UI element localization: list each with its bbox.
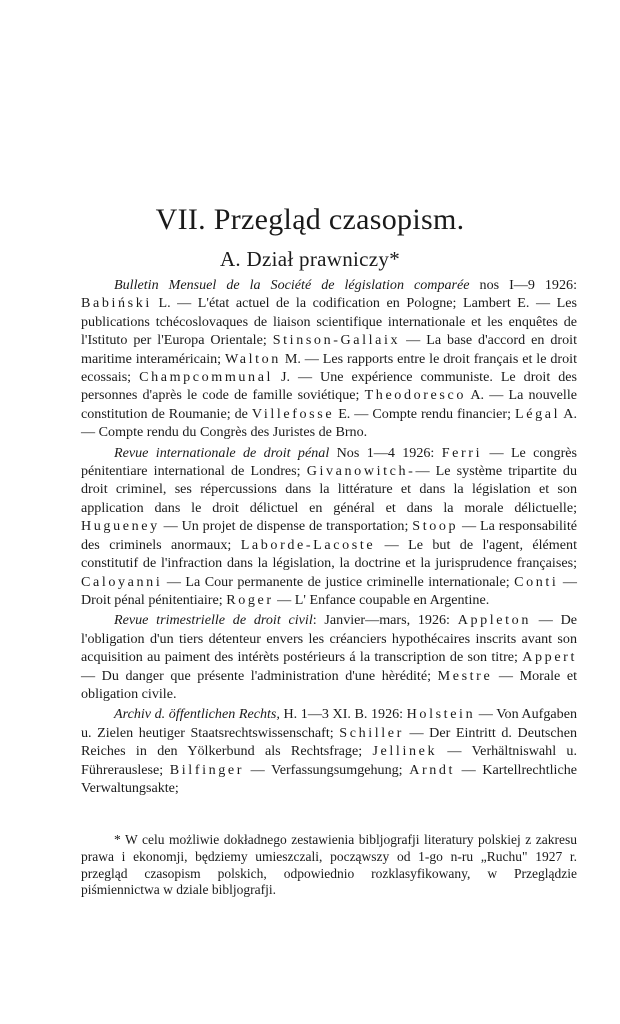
- section-title: VII. Przegląd czasopism.: [155, 203, 465, 236]
- author-name: Hugueney: [81, 518, 160, 535]
- entry-text: — De l'obligation d'un tiers détenteur envers les créanciers hypothécaires inscrits avant son acquisition au paiment des intérèts postérieurs á la transcription de son titre;: [81, 612, 577, 666]
- author-name: Holstein: [406, 706, 476, 723]
- author-name: Schiller: [339, 724, 404, 741]
- entry-text: J. — Une expérience communiste. Le droit des personnes d'après le code de famille soviétique;: [81, 369, 578, 404]
- entry-text: — Le but de l'agent, élément constitutif de l'infraction dans la législation, la doctrine et la jurisprudence françaises;: [81, 536, 577, 572]
- entry-text: — Le congrès pénitentiare international de Londres;: [81, 444, 578, 480]
- journal-title: Bulletin Mensuel de la Société de législation comparée: [114, 277, 470, 293]
- entry-revue-droit-civil: [81, 611, 577, 703]
- entry-bulletin-mensuel: [81, 276, 577, 442]
- entry-text: — Verhältniswahl u. Führerauslese;: [81, 743, 577, 778]
- journal-title: Revue trimestrielle de droit civil: [114, 612, 313, 629]
- entry-text: : Janvier—mars, 1926:: [312, 612, 458, 629]
- author-name: Stoop: [412, 518, 459, 535]
- entry-text: M. — Les rapports entre le droit français et le droit ecossais;: [81, 350, 577, 386]
- author-name: Légal: [515, 405, 561, 422]
- entry-text: — La base d'accord en droit maritime interaméricain;: [81, 332, 578, 367]
- author-name: Walton: [224, 350, 281, 367]
- author-name: Mestre: [437, 667, 493, 684]
- author-name: Caloyanni: [81, 573, 163, 590]
- author-name: Babiński: [81, 295, 152, 312]
- author-name: Champcommunal: [139, 369, 274, 386]
- review-body: [81, 276, 577, 799]
- entry-text: — Kartellrechtliche Verwaltungsakte;: [81, 761, 578, 796]
- entry-text: A. — Compte rendu du Congrès des Juristes de Brno.: [81, 405, 577, 441]
- author-name: Theodoresco: [364, 387, 466, 404]
- author-name: Villefosse: [251, 405, 335, 422]
- author-name: Givanowitch-: [306, 463, 416, 480]
- author-name: Conti: [514, 573, 559, 590]
- author-name: Appert: [522, 649, 577, 666]
- entry-text: — La responsabilité des criminels anormaux;: [81, 518, 578, 553]
- entry-text: nos I—9 1926:: [469, 277, 577, 293]
- entry-text: — Der Eintritt d. Deutschen Reiches in den Yölkerbund als Rechtsfrage;: [81, 724, 578, 760]
- entry-text: A. — La nouvelle constitution de Roumanie; de: [81, 387, 578, 422]
- entry-text: Nos 1—4 1926:: [329, 444, 442, 461]
- entry-text: — Le système tripartite du droit criminel, ses répercussions dans la littérature et dans la législation et son application dans le droit délictuel en général et dans la morale délictuelle;: [81, 463, 577, 516]
- journal-title: Archiv d. öffentlichen Rechts,: [114, 706, 280, 723]
- entry-text: H. 1—3 XI. B. 1926:: [279, 706, 407, 723]
- entry-revue-droit-penal: [81, 444, 577, 610]
- entry-text: L. — L'état actuel de la codification en Pologne; Lambert E. — Les publications tchécoslovaques de liaison scientifique internationale et les enquêtes de l'Istituto per l'Europa Orientale;: [81, 295, 577, 349]
- entry-text: — Du danger que présente l'administration d'une hèrédité;: [81, 667, 438, 684]
- author-name: Appleton: [457, 612, 531, 629]
- entry-text: — L' Enfance coupable en Argentine.: [273, 591, 490, 608]
- footnote: [81, 832, 577, 899]
- entry-text: — Droit pénal pénitentiaire;: [81, 573, 577, 608]
- author-name: Roger: [226, 591, 274, 608]
- entry-archiv-rechts: [81, 705, 577, 797]
- author-name: Laborde-Lacoste: [240, 536, 376, 553]
- author-name: Stinson-Gallaix: [272, 332, 401, 349]
- entry-text: — Verfassungsumgehung;: [244, 761, 410, 778]
- entry-text: E. — Compte rendu financier;: [334, 405, 515, 422]
- journal-title: Revue internationale de droit pénal: [114, 444, 330, 461]
- entry-text: — Morale et obligation civile.: [81, 667, 577, 702]
- entry-text: — La Cour permanente de justice criminelle internationale;: [162, 573, 515, 590]
- entry-text: — Un projet de dispense de transportation;: [159, 518, 413, 535]
- author-name: Bilfinger: [169, 761, 245, 778]
- author-name: Ferri: [441, 444, 483, 461]
- section-subtitle: A. Dział prawniczy*: [219, 247, 401, 271]
- entry-text: — Von Aufgaben u. Zielen heutiger Staatsrechtswissenschaft;: [81, 706, 578, 741]
- author-name: Arndt: [409, 761, 456, 778]
- author-name: Jellinek: [372, 743, 438, 760]
- footnote-text: * W celu możliwie dokładnego zestawienia bibljografji literatury polskiej z zakresu prawa i ekonomji, będziemy umieszczali, począwszy od 1-go n-ru „Ruchu" 1927 r. przegląd czasopism polskich, odpowiednio rozklasyfikowany, w Przeglądzie piśmiennictwa w dziale bibljografji.: [81, 832, 577, 898]
